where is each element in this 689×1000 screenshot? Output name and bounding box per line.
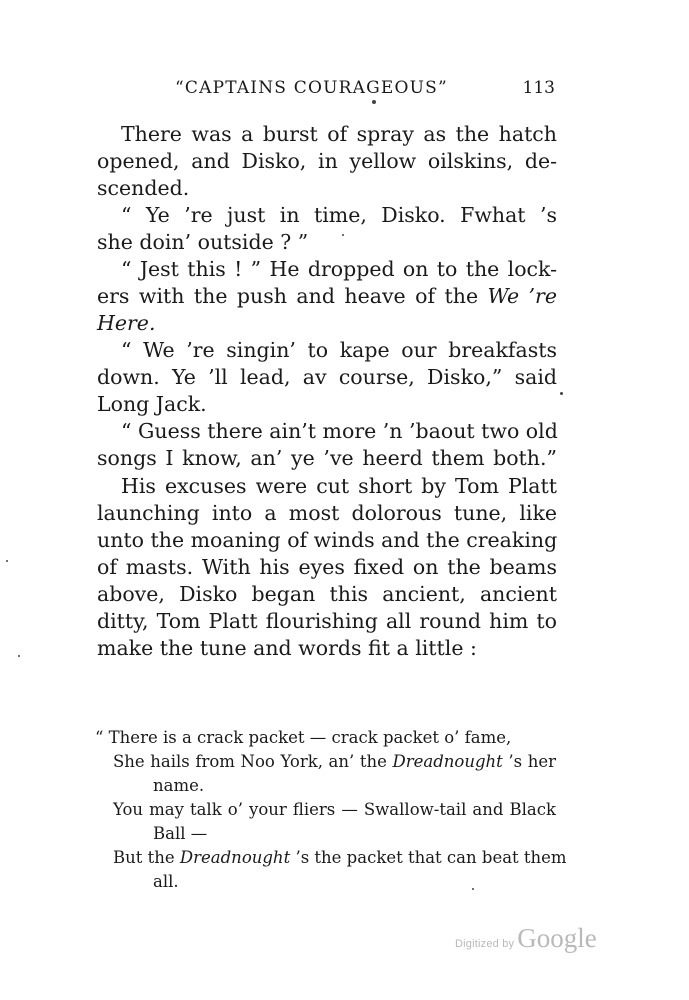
text-span: ers with the push and heave of the [97, 284, 479, 308]
running-title: “CAPTAINS COURAGEOUS” [175, 78, 448, 98]
text-line: ditty, Tom Platt flourishing all round him to [97, 609, 557, 633]
text-line: above, Disko began this ancient, ancient [97, 582, 557, 606]
text-line: “ Ye ’re just in time, Disko. Fwhat ’s [121, 203, 557, 227]
verse-span: But the [113, 848, 175, 867]
verse-span: She hails from Noo York, an’ the [113, 752, 387, 771]
verse-line [113, 750, 556, 774]
text-line: of masts. With his eyes fixed on the beams [97, 555, 557, 579]
text-line: launching into a most dolorous tune, like [97, 501, 557, 525]
text-line: songs I know, an’ ye ’ve heerd them both.” [97, 446, 557, 470]
verse-line: Ball — [153, 824, 208, 843]
verse-line: all. [153, 872, 179, 891]
ship-name: Dreadnought [392, 752, 503, 771]
scan-speck [472, 888, 474, 890]
watermark-brand: Google [517, 923, 597, 953]
text-line: Long Jack. [97, 392, 207, 416]
text-line: scended. [97, 176, 190, 200]
ship-name: Dreadnought [179, 848, 291, 867]
ship-name-cont: Here. [97, 311, 156, 335]
verse-span: ’s the packet that can beat them [295, 848, 567, 867]
watermark-prefix: Digitized by [455, 938, 515, 950]
scan-speck [18, 655, 20, 657]
text-line: “ Guess there ain’t more ’n ’baout two old [121, 419, 558, 443]
scan-speck [342, 234, 344, 236]
ship-name: We ’re [487, 284, 557, 308]
text-line: There was a burst of spray as the hatch [121, 122, 557, 146]
text-line: “ Jest this ! ” He dropped on to the lock- [121, 257, 557, 281]
verse-line [113, 846, 567, 870]
verse-line: You may talk o’ your fliers — Swallow-tail and Black [113, 800, 556, 819]
text-line: she doin’ outside ? ” [97, 230, 309, 254]
text-line [97, 282, 557, 310]
digitization-watermark [455, 923, 597, 954]
text-line: “ We ’re singin’ to kape our breakfasts [121, 338, 557, 362]
text-line: make the tune and words fit a little : [97, 636, 477, 660]
text-line: opened, and Disko, in yellow oilskins, de- [97, 149, 557, 173]
verse-span: ’s her [508, 752, 556, 771]
verse-line: “ There is a crack packet — crack packet o’ fame, [95, 728, 512, 747]
text-line: down. Ye ’ll lead, av course, Disko,” said [97, 365, 557, 389]
text-line [97, 309, 155, 337]
scan-speck [372, 100, 376, 104]
text-line: His excuses were cut short by Tom Platt [121, 474, 557, 498]
running-header [95, 78, 555, 102]
text-line: unto the moaning of winds and the creaking [97, 528, 558, 552]
scan-speck [560, 392, 563, 395]
verse-line: name. [153, 776, 205, 795]
scan-speck [6, 560, 8, 562]
page-number: 113 [522, 78, 555, 98]
